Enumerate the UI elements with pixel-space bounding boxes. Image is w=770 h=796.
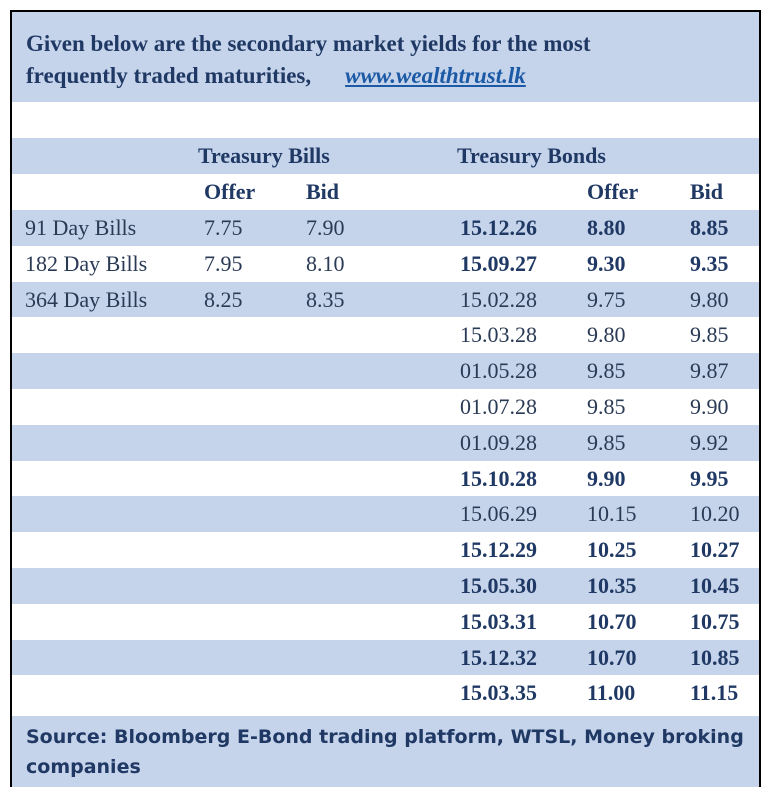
group-title-row <box>12 138 759 174</box>
bond-offer: 11.00 <box>587 680 636 706</box>
bond-offer: 8.80 <box>587 215 626 240</box>
bond-bid: 9.85 <box>690 322 729 348</box>
bond-maturity: 01.09.28 <box>460 429 537 455</box>
bond-maturity: 15.12.32 <box>460 644 537 670</box>
bill-label: 91 Day Bills <box>25 215 137 240</box>
bond-offer: 10.35 <box>587 573 637 598</box>
bond-bid: 9.87 <box>690 358 729 384</box>
bonds-offer-header: Offer <box>587 179 639 204</box>
bill-label: 364 Day Bills <box>25 286 148 312</box>
table-row <box>12 532 759 568</box>
bond-bid: 11.15 <box>690 680 739 706</box>
bond-maturity: 15.10.28 <box>460 465 537 491</box>
bond-offer: 9.30 <box>587 250 626 276</box>
bond-offer: 9.80 <box>587 322 626 348</box>
bill-offer: 7.75 <box>204 215 243 240</box>
bond-bid: 10.75 <box>690 608 740 634</box>
table-header <box>12 12 759 102</box>
header-line-1: Given below are the secondary market yields for the most <box>26 31 591 56</box>
header-line-2-text: frequently traded maturities, <box>26 63 312 88</box>
table-row <box>12 640 759 676</box>
bond-offer: 9.85 <box>587 358 626 384</box>
bond-offer: 9.75 <box>587 286 626 312</box>
table-row <box>12 210 759 246</box>
bond-bid: 10.20 <box>690 501 740 527</box>
bills-offer-header: Offer <box>204 179 256 204</box>
bond-offer: 10.70 <box>587 608 637 634</box>
table-row <box>12 604 759 640</box>
bond-offer: 9.85 <box>587 429 626 455</box>
bond-offer: 9.90 <box>587 465 626 491</box>
header-line-2 <box>26 60 745 92</box>
table-row <box>12 353 759 389</box>
bond-maturity: 15.09.27 <box>460 250 537 276</box>
bond-bid: 10.45 <box>690 573 740 598</box>
bond-maturity: 15.03.28 <box>460 322 537 348</box>
bond-offer: 10.15 <box>587 501 637 527</box>
table-row <box>12 317 759 353</box>
bill-label: 182 Day Bills <box>25 250 148 276</box>
bond-maturity: 01.07.28 <box>460 394 537 419</box>
table-row <box>12 389 759 425</box>
bond-bid: 9.95 <box>690 465 729 491</box>
table-row <box>12 246 759 282</box>
column-header-row <box>12 174 759 210</box>
bill-bid: 8.10 <box>306 250 345 276</box>
bond-maturity: 01.05.28 <box>460 358 537 384</box>
bond-maturity: 15.03.31 <box>460 608 537 634</box>
bill-offer: 8.25 <box>204 286 243 312</box>
source-footer: Source: Bloomberg E-Bond trading platform, WTSL, Money broking companies <box>12 716 759 787</box>
bond-bid: 8.85 <box>690 215 729 240</box>
bond-maturity: 15.02.28 <box>460 286 537 312</box>
bill-bid: 7.90 <box>306 215 345 240</box>
table-row <box>12 568 759 604</box>
bond-bid: 9.80 <box>690 286 729 312</box>
bond-maturity: 15.12.26 <box>460 215 537 240</box>
bill-offer: 7.95 <box>204 250 243 276</box>
bond-bid: 10.27 <box>690 537 740 563</box>
bill-bid: 8.35 <box>306 286 345 312</box>
treasury-bills-title: Treasury Bills <box>198 143 330 168</box>
bond-bid: 10.85 <box>690 644 740 670</box>
yield-table-panel <box>10 10 761 787</box>
bond-maturity: 15.12.29 <box>460 537 537 563</box>
bond-offer: 9.85 <box>587 394 626 419</box>
bond-maturity: 15.06.29 <box>460 501 537 527</box>
spacer-row-white <box>12 102 759 138</box>
bond-bid: 9.92 <box>690 429 729 455</box>
bond-maturity: 15.05.30 <box>460 573 537 598</box>
table-row <box>12 282 759 318</box>
table-row <box>12 496 759 532</box>
table-row <box>12 461 759 497</box>
table-row <box>12 425 759 461</box>
table-row <box>12 675 759 711</box>
bills-bid-header: Bid <box>306 179 340 204</box>
bond-offer: 10.70 <box>587 644 637 670</box>
bond-bid: 9.35 <box>690 250 729 276</box>
wealthtrust-link[interactable]: www.wealthtrust.lk <box>345 63 526 88</box>
bond-offer: 10.25 <box>587 537 637 563</box>
bonds-bid-header: Bid <box>690 179 724 204</box>
bond-maturity: 15.03.35 <box>460 680 537 706</box>
treasury-bonds-title: Treasury Bonds <box>457 143 606 168</box>
bond-bid: 9.90 <box>690 394 729 419</box>
